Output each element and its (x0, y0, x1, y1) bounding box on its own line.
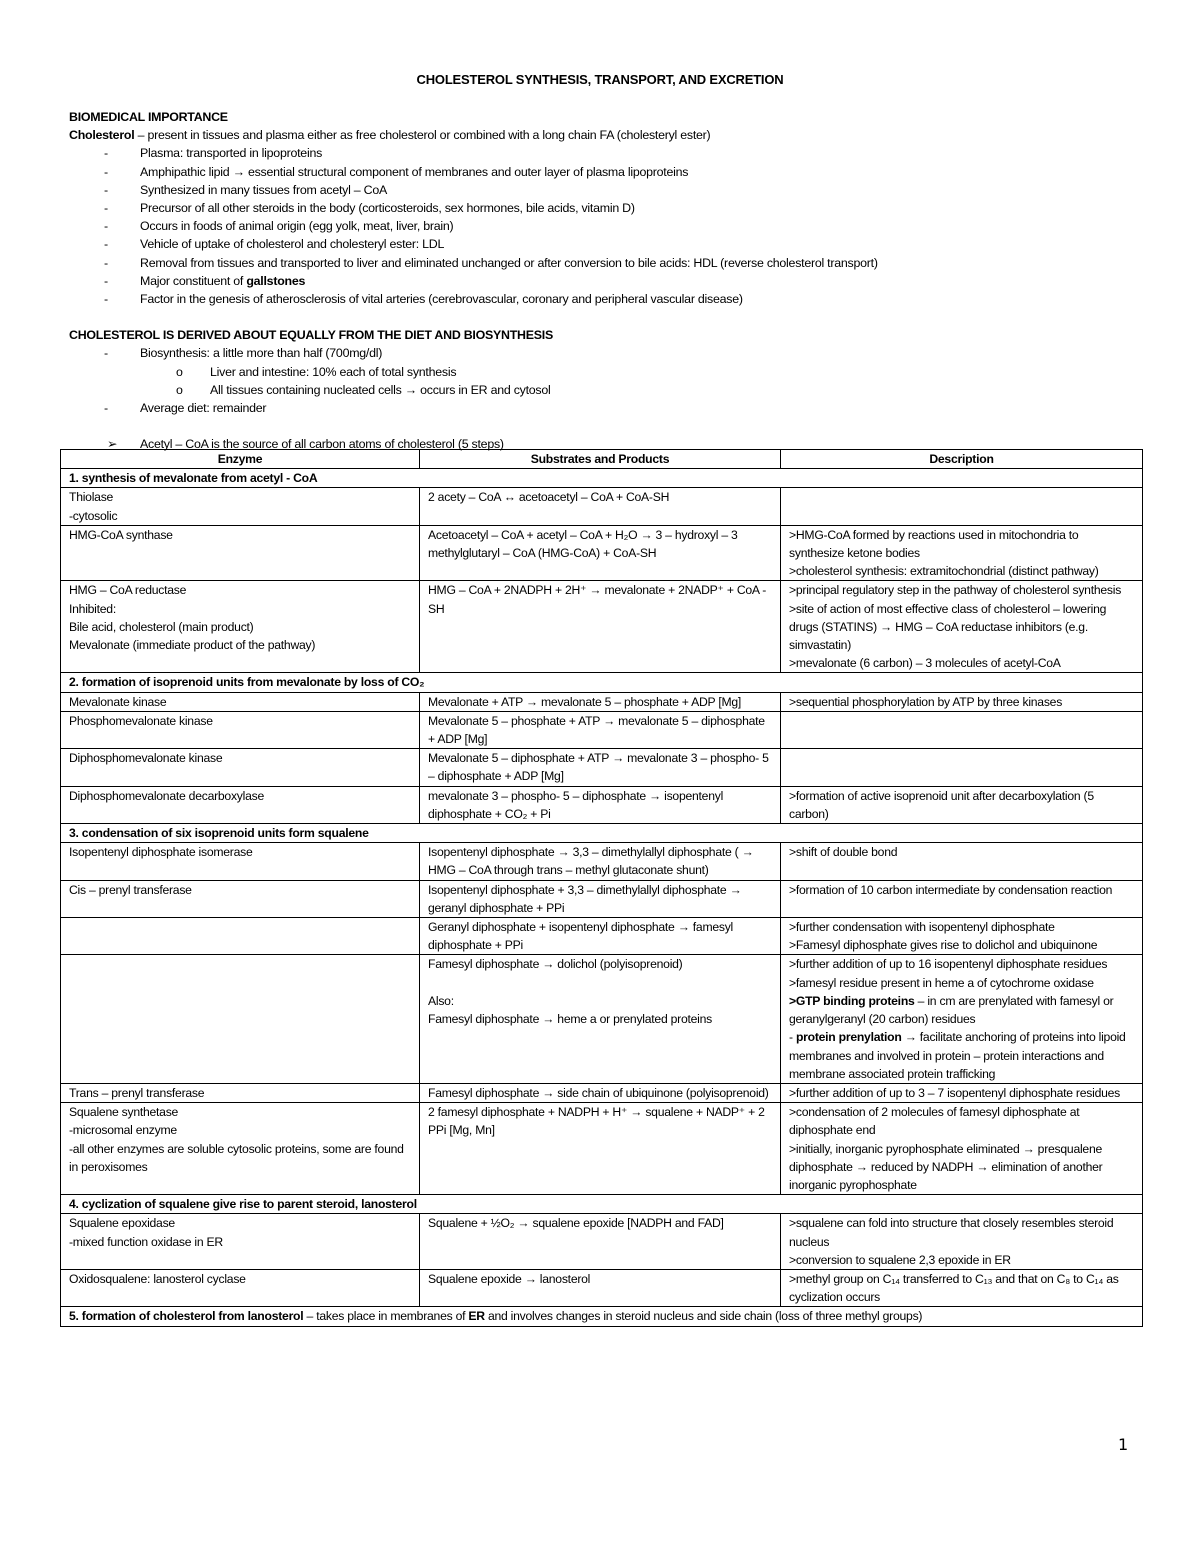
bio-item: - Occurs in foods of animal origin (egg yolk, meat, liver, brain) (69, 217, 1144, 235)
derived-biosynthesis: - Biosynthesis: a little more than half (700mg/dl) (69, 344, 1144, 362)
derived-sub-item: o All tissues containing nucleated cells → occurs in ER and cytosol (69, 381, 1144, 399)
description-line: >Famesyl diphosphate gives rise to dolichol and ubiquinone (789, 938, 1098, 953)
enzyme-note: -microsomal enzyme (69, 1123, 177, 1138)
bio-item: - Removal from tissues and transported to liver and eliminated unchanged or after conversion to bile acids: HDL (reverse cholesterol transport) (69, 254, 1144, 272)
page-title: CHOLESTEROL SYNTHESIS, TRANSPORT, AND EXCRETION (416, 72, 784, 87)
page-number: 1 (1118, 1435, 1129, 1454)
gallstones-term: gallstones (246, 273, 306, 288)
description-line: >conversion to squalene 2,3 epoxide in ER (789, 1252, 1011, 1267)
section-5-heading: 5. formation of cholesterol from lanosterol (69, 1309, 304, 1324)
description-line: >further addition of up to 16 isopentenyl diphosphate residues (789, 957, 1108, 972)
substrate-cell: HMG – CoA + 2NADPH + 2H⁺ → mevalonate + 2NADP⁺ + CoA - SH (420, 581, 781, 673)
table-row (61, 525, 1143, 581)
description-line: >condensation of 2 molecules of famesyl diphosphate at diphosphate end (789, 1105, 1080, 1138)
header-substrates: Substrates and Products (420, 450, 781, 469)
enzyme-cell (61, 581, 420, 673)
enzyme-cell: Oxidosqualene: lanosterol cyclase (61, 1269, 420, 1306)
description-cell (781, 488, 1143, 525)
table-row (61, 918, 1143, 955)
substrate-line: Famesyl diphosphate → heme a or prenylated proteins (428, 1011, 712, 1026)
intro-section (69, 108, 1144, 453)
section-4-title: 4. cyclization of squalene give rise to parent steroid, lanosterol (61, 1195, 1143, 1214)
enzyme-cell: Diphosphomevalonate kinase (61, 749, 420, 786)
description-line: >famesyl residue present in heme a of cytochrome oxidase (789, 975, 1094, 990)
prenylation-text: facilitate anchoring of proteins into lipoid membranes and involved in protein – protein interactions and membrane associated protein trafficking (789, 1030, 1126, 1081)
synthesis-table (60, 449, 1143, 1327)
table-row (61, 1214, 1143, 1270)
enzyme-cell: Isopentenyl diphosphate isomerase (61, 843, 420, 880)
enzyme-note: Mevalonate (immediate product of the pathway) (69, 638, 316, 653)
dash-prefix: - (789, 1030, 796, 1045)
substrate-cell: Mevalonate 5 – phosphate + ATP → mevalonate 5 – diphosphate + ADP [Mg] (420, 711, 781, 748)
cholesterol-intro (69, 126, 1144, 144)
prenylation-term: protein prenylation → (795, 1030, 917, 1045)
section-row (61, 1307, 1143, 1326)
substrate-cell: 2 acety – CoA ↔ acetoacetyl – CoA + CoA-SH (420, 488, 781, 525)
enzyme-cell: Trans – prenyl transferase (61, 1083, 420, 1102)
gtp-binding-text: – in cm are prenylated with famesyl or geranylgeranyl (20 carbon) residues (789, 993, 1114, 1027)
substrate-cell: Mevalonate 5 – diphosphate + ATP → mevalonate 3 – phospho- 5 – diphosphate + ADP [Mg] (420, 749, 781, 786)
header-enzyme: Enzyme (61, 450, 420, 469)
table-row (61, 711, 1143, 748)
description-cell: >formation of active isoprenoid unit after decarboxylation (5 carbon) (781, 786, 1143, 823)
description-cell: >methyl group on C₁₄ transferred to C₁₃ and that on C₈ to C₁₄ as cyclization occurs (781, 1269, 1143, 1306)
table-row (61, 488, 1143, 525)
header-description: Description (781, 450, 1143, 469)
cholesterol-definition: – present in tissues and plasma either as free cholesterol or combined with a long chain FA (cholesteryl ester) (134, 128, 711, 143)
section-row (61, 469, 1143, 488)
section-5-er: ER (468, 1309, 485, 1324)
description-line: >principal regulatory step in the pathway of cholesterol synthesis (789, 583, 1122, 598)
arrow-bullet-icon: ➢ (107, 437, 118, 452)
enzyme-note: Inhibited: (69, 601, 116, 616)
description-cell: >further addition of up to 3 – 7 isopentenyl diphosphate residues (781, 1083, 1143, 1102)
description-cell (781, 581, 1143, 673)
description-cell: >formation of 10 carbon intermediate by condensation reaction (781, 880, 1143, 917)
table-row (61, 1083, 1143, 1102)
description-cell (781, 918, 1143, 955)
description-cell (781, 1103, 1143, 1195)
description-cell (781, 711, 1143, 748)
description-cell (781, 955, 1143, 1083)
description-line (789, 992, 1136, 1028)
description-line: >site of action of most effective class of cholesterol – lowering drugs (STATINS) → HMG – CoA reductase inhibitors (e.g. simvastatin) (789, 601, 1107, 653)
section-5-title (61, 1307, 1143, 1326)
enzyme-note: -cytosolic (69, 508, 118, 523)
enzyme-cell (61, 918, 420, 955)
table-row (61, 692, 1143, 711)
description-line (789, 1028, 1136, 1083)
bio-item: - Vehicle of uptake of cholesterol and cholesteryl ester: LDL (69, 235, 1144, 253)
substrate-cell: Geranyl diphosphate + isopentenyl diphosphate → famesyl diphosphate + PPi (420, 918, 781, 955)
substrate-cell: Isopentenyl diphosphate + 3,3 – dimethylallyl diphosphate → geranyl diphosphate + PPi (420, 880, 781, 917)
enzyme-name: Squalene epoxidase (69, 1216, 175, 1231)
substrate-cell: mevalonate 3 – phospho- 5 – diphosphate → isopentenyl diphosphate + CO₂ + Pi (420, 786, 781, 823)
acetyl-note-text: Acetyl – CoA is the source of all carbon atoms of cholesterol (5 steps) (140, 437, 504, 452)
substrate-cell: Squalene epoxide → lanosterol (420, 1269, 781, 1306)
section-2-title: 2. formation of isoprenoid units from mevalonate by loss of CO₂ (61, 673, 1143, 692)
bio-item: - Factor in the genesis of atherosclerosis of vital arteries (cerebrovascular, coronary and peripheral vascular disease) (69, 290, 1144, 308)
bio-item: - Precursor of all other steroids in the body (corticosteroids, sex hormones, bile acids, vitamin D) (69, 199, 1144, 217)
section-row (61, 673, 1143, 692)
table-row (61, 955, 1143, 1083)
description-line: >mevalonate (6 carbon) – 3 molecules of acetyl-CoA (789, 656, 1061, 671)
description-line: >initially, inorganic pyrophosphate eliminated → presqualene diphosphate → reduced by NADPH → elimination of another inorganic pyrophosphate (789, 1141, 1103, 1192)
description-line: >squalene can fold into structure that closely resembles steroid nucleus (789, 1216, 1114, 1249)
substrate-cell (420, 955, 781, 1083)
section-5-text: and involves changes in steroid nucleus and side chain (loss of three methyl groups) (484, 1309, 923, 1324)
substrate-cell: Famesyl diphosphate → side chain of ubiquinone (polyisoprenoid) (420, 1083, 781, 1102)
table-row (61, 749, 1143, 786)
enzyme-cell (61, 1103, 420, 1195)
substrate-cell: 2 famesyl diphosphate + NADPH + H⁺ → squalene + NADP⁺ + 2 PPi [Mg, Mn] (420, 1103, 781, 1195)
description-cell (781, 1214, 1143, 1270)
description-cell (781, 525, 1143, 581)
substrate-line: Famesyl diphosphate → dolichol (polyisoprenoid) (428, 957, 683, 972)
table-header-row (61, 450, 1143, 469)
description-cell: >shift of double bond (781, 843, 1143, 880)
table-row (61, 786, 1143, 823)
enzyme-name: Squalene synthetase (69, 1105, 179, 1120)
derived-diet: - Average diet: remainder (69, 399, 1144, 417)
derived-heading: CHOLESTEROL IS DERIVED ABOUT EQUALLY FROM THE DIET AND BIOSYNTHESIS (69, 328, 553, 343)
section-row (61, 1195, 1143, 1214)
bio-item: - Amphipathic lipid → essential structural component of membranes and outer layer of plasma lipoproteins (69, 163, 1144, 181)
description-cell: >sequential phosphorylation by ATP by three kinases (781, 692, 1143, 711)
section-1-title: 1. synthesis of mevalonate from acetyl - CoA (61, 469, 1143, 488)
table-row (61, 880, 1143, 917)
bio-item: - Synthesized in many tissues from acetyl – CoA (69, 181, 1144, 199)
enzyme-cell: Mevalonate kinase (61, 692, 420, 711)
description-line: >cholesterol synthesis: extramitochondrial (distinct pathway) (789, 564, 1099, 579)
enzyme-cell (61, 1214, 420, 1270)
description-line: >further condensation with isopentenyl diphosphate (789, 920, 1055, 935)
substrate-cell: Squalene + ½O₂ → squalene epoxide [NADPH and FAD] (420, 1214, 781, 1270)
enzyme-note: -mixed function oxidase in ER (69, 1234, 223, 1249)
enzyme-cell (61, 488, 420, 525)
enzyme-name: Thiolase (69, 490, 114, 505)
substrate-line: Also: (428, 993, 454, 1008)
bio-item: - Plasma: transported in lipoproteins (69, 144, 1144, 162)
bio-item-gallstones (69, 272, 1144, 290)
gtp-binding-term: >GTP binding proteins (789, 993, 915, 1008)
substrate-cell: Acetoacetyl – CoA + acetyl – CoA + H₂O → 3 – hydroxyl – 3 methylglutaryl – CoA (HMG-CoA) + CoA-SH (420, 525, 781, 581)
derived-sub-item: o Liver and intestine: 10% each of total synthesis (69, 363, 1144, 381)
enzyme-note: Bile acid, cholesterol (main product) (69, 619, 254, 634)
cholesterol-term: Cholesterol (69, 128, 135, 143)
section-3-title: 3. condensation of six isoprenoid units form squalene (61, 824, 1143, 843)
description-cell (781, 749, 1143, 786)
gallstones-prefix: Major constituent of (140, 273, 247, 288)
substrate-cell: Isopentenyl diphosphate → 3,3 – dimethylallyl diphosphate ( → HMG – CoA through trans – methyl glutaconate shunt) (420, 843, 781, 880)
biomedical-heading: BIOMEDICAL IMPORTANCE (69, 110, 228, 124)
description-line: >HMG-CoA formed by reactions used in mitochondria to synthesize ketone bodies (789, 527, 1079, 561)
table-row (61, 1269, 1143, 1306)
enzyme-note: -all other enzymes are soluble cytosolic proteins, some are found in peroxisomes (69, 1141, 404, 1174)
enzyme-cell: Cis – prenyl transferase (61, 880, 420, 917)
enzyme-name: HMG – CoA reductase (69, 583, 187, 598)
section-5-text: – takes place in membranes of (303, 1309, 469, 1324)
section-row (61, 824, 1143, 843)
enzyme-cell: Phosphomevalonate kinase (61, 711, 420, 748)
enzyme-cell: HMG-CoA synthase (61, 525, 420, 581)
substrate-cell: Mevalonate + ATP → mevalonate 5 – phosphate + ADP [Mg] (420, 692, 781, 711)
table-row (61, 581, 1143, 673)
enzyme-cell: Diphosphomevalonate decarboxylase (61, 786, 420, 823)
table-row (61, 843, 1143, 880)
enzyme-cell (61, 955, 420, 1083)
table-row (61, 1103, 1143, 1195)
